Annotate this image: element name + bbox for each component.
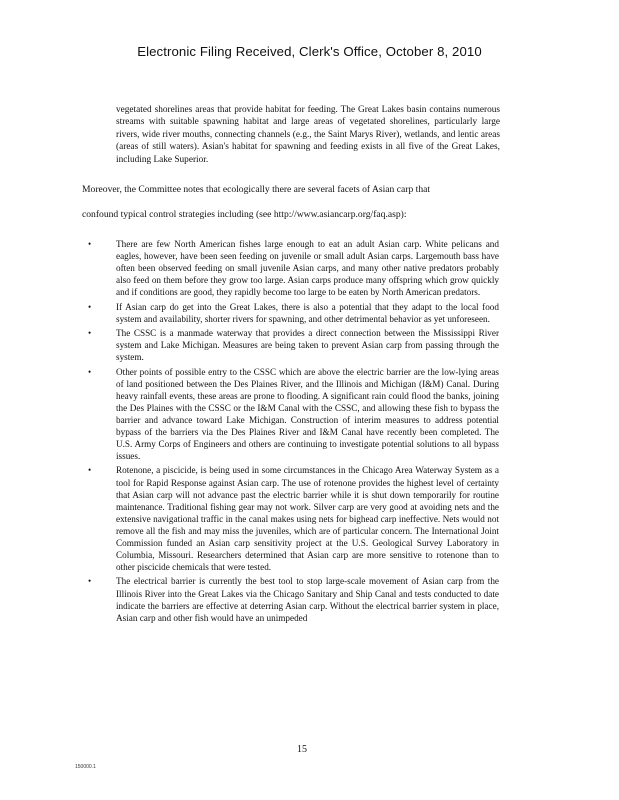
bullet-marker: • xyxy=(88,465,92,476)
bullet-item xyxy=(85,366,499,463)
bullet-marker: • xyxy=(88,301,92,312)
page-number: 15 xyxy=(297,744,307,755)
bullet-marker: • xyxy=(88,239,92,249)
bullet-list xyxy=(85,238,499,626)
bullet-text: Rotenone, a piscicide, is being used in some circumstances in the Chicago Area Waterway System as a tool for Rapid Response against Asian carp. The use of rotenone provides the highest level of certainty that Asian carp will not advance past the electric barrier while it is shut down temporarily for routine maintenance. Traditional fishing gear may not work. Silver carp are very good at avoiding nets and the extensive navigational traffic in the canal makes using nets for bighead carp ineffective. Nets would not remove all the fish and may miss the juveniles, which are of particular concern. The International Joint Commission funded an Asian carp sensitivity project at the U.S. Geological Survey Laboratory in Columbia, Missouri. Researchers determined that Asian carp are more sensitive to rotenone than to other piscicide chemicals that were tested. xyxy=(116,465,499,573)
bullet-item xyxy=(85,575,499,623)
filing-stamp-header: Electronic Filing Received, Clerk's Office, October 8, 2010 xyxy=(137,44,482,59)
indented-quote-block: vegetated shorelines areas that provide habitat for feeding. The Great Lakes basin contains numerous streams with suitable spawning habitat and large areas of vegetated shorelines, particularly large rivers, wide river mouths, connecting channels (e.g., the Saint Marys River), wetlands, and lentic areas (areas of still waters). Asian's habitat for spawning and feeding exists in all five of the Great Lakes, including Lake Superior. xyxy=(116,105,500,165)
bullet-item xyxy=(85,301,499,325)
bullet-item xyxy=(85,238,499,298)
bullet-item xyxy=(85,464,499,573)
bullet-text: Other points of possible entry to the CSSC which are above the electric barrier are the low-lying areas of land positioned between the Des Plaines River, and the Illinois and Michigan (I&M) Canal. During heavy rainfall events, these areas are prone to flooding. A significant rain could flood the banks, joining the Des Plaines with the CSSC or the I&M Canal with the CSSC, and allowing these fish to bypass the barrier and advance toward Lake Michigan. Construction of interim measures to address potential bypass of the barriers via the Des Plaines River and I&M Canal have recently been completed. The U.S. Army Corps of Engineers and others are continuing to investigate potential solutions to all bypass issues. xyxy=(116,366,499,462)
bullet-text: If Asian carp do get into the Great Lakes, there is also a potential that they adapt to the local food system and availability, shorter rivers for spawning, and other detrimental behavior as yet unforeseen. xyxy=(116,301,499,324)
bullet-text: The electrical barrier is currently the best tool to stop large-scale movement of Asian carp from the Illinois River into the Great Lakes via the Chicago Sanitary and Ship Canal and tests conducted to date indicate the barriers are effective at deterring Asian carp. Without the electrical barrier system in place, Asian carp and other fish would have an unimpeded xyxy=(116,576,499,623)
bullet-text: The CSSC is a manmade waterway that provides a direct connection between the Mississippi River system and Lake Michigan. Measures are being taken to prevent Asian carp from passing through the system. xyxy=(116,328,499,363)
bullet-marker: • xyxy=(88,366,92,377)
footer-document-code: 150000.1 xyxy=(75,764,96,770)
bullet-text: There are few North American fishes large enough to eat an adult Asian carp. White pelicans and eagles, however, have been seen feeding on juvenile or small adult Asian carps. Largemouth bass have often been observed feeding on small juvenile Asian carps, and many other native predators probably also feed on them before they grow too large. Asian carps produce many offspring which grow quickly and if conditions are good, they rapidly become too large to be eaten by North American predators. xyxy=(116,239,499,298)
body-paragraph: confound typical control strategies including (see http://www.asiancarp.org/faq.asp): xyxy=(82,209,407,220)
bullet-item xyxy=(85,327,499,363)
body-paragraph: Moreover, the Committee notes that ecologically there are several facets of Asian carp that xyxy=(82,184,431,195)
bullet-marker: • xyxy=(88,576,92,587)
bullet-marker: • xyxy=(88,328,92,339)
